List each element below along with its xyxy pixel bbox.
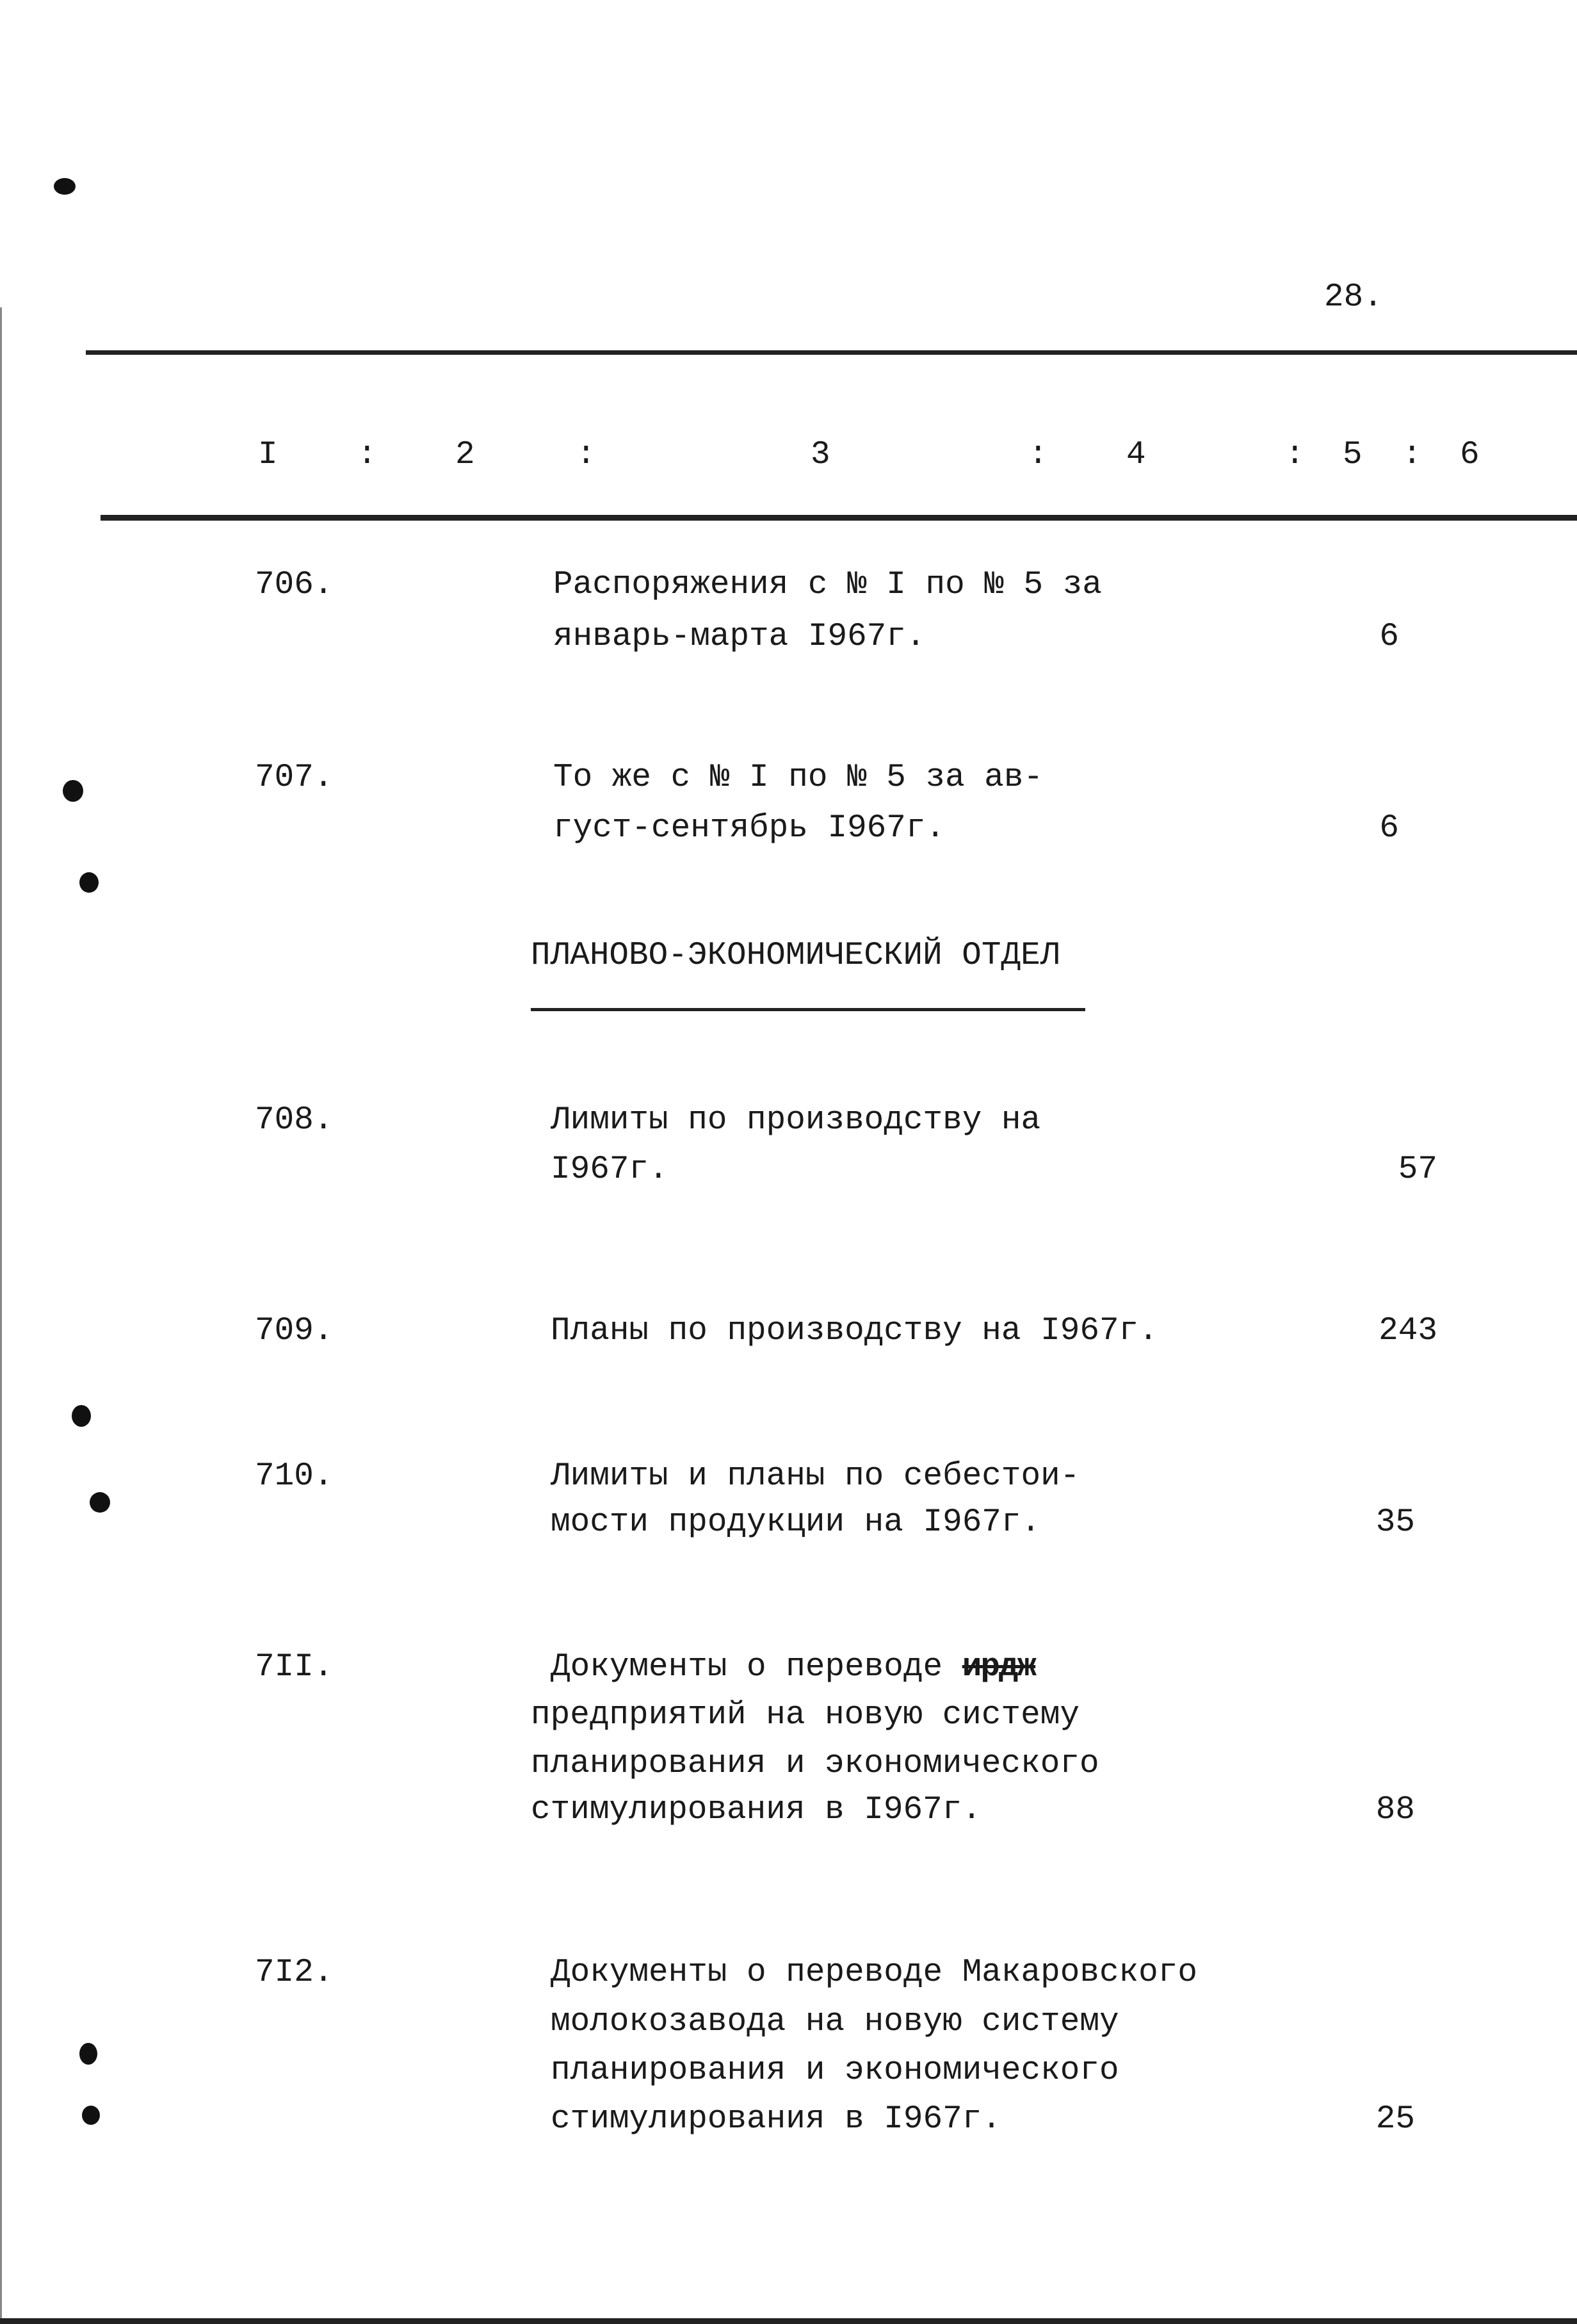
row-description: январь-марта I967г. [553, 619, 926, 655]
row-number: 706. [255, 567, 334, 603]
row-value: 6 [1379, 810, 1399, 847]
row-description: Документы о переводе Макаровского [551, 1954, 1197, 1991]
column-header-5: 5 [1343, 437, 1363, 473]
row-description: Планы по производству на I967г. [551, 1313, 1158, 1349]
punch-hole-mark [90, 1492, 110, 1513]
row-value: 57 [1398, 1151, 1437, 1188]
page-number: 28. [1324, 279, 1383, 316]
row-value: 243 [1379, 1313, 1437, 1349]
scan-left-edge [0, 307, 2, 2324]
column-header-6: 6 [1460, 437, 1480, 473]
row-description: Распоряжения с № I по № 5 за [553, 567, 1102, 603]
punch-hole-mark [54, 178, 76, 195]
row-value: 88 [1375, 1792, 1415, 1828]
scan-bottom-edge [0, 2318, 1577, 2324]
row-number: 710. [255, 1458, 334, 1495]
column-separator: : [1028, 437, 1048, 473]
column-separator: : [1285, 437, 1305, 473]
column-separator: : [1402, 437, 1422, 473]
row-number: 707. [255, 760, 334, 796]
column-header-3: 3 [811, 437, 830, 473]
row-description: густ-сентябрь I967г. [553, 810, 946, 847]
row-description [551, 1643, 1035, 1692]
row-number: 709. [255, 1313, 334, 1349]
column-header-4: 4 [1126, 437, 1146, 473]
row-description-line: Документы о переводе [551, 1649, 943, 1686]
punch-hole-mark [79, 872, 99, 893]
row-description: Лимиты по производству на [551, 1102, 1041, 1139]
row-description: Лимиты и планы по себестои- [551, 1458, 1080, 1495]
row-value: 6 [1379, 619, 1399, 655]
struck-out-word: ирдж [962, 1649, 1036, 1686]
row-description: I967г. [551, 1151, 668, 1188]
row-description: молокозавода на новую систему [551, 2004, 1119, 2040]
column-separator: : [357, 437, 377, 473]
row-description: мости продукции на I967г. [551, 1504, 1041, 1541]
row-description: стимулирования в I967г. [551, 2101, 1001, 2138]
row-number: 7II. [255, 1649, 334, 1686]
header-bottom-rule [101, 515, 1577, 521]
row-description: То же с № I по № 5 за ав- [553, 760, 1044, 796]
punch-hole-mark [79, 2043, 97, 2065]
row-description: предприятий на новую систему [531, 1697, 1080, 1734]
row-description: планирования и экономического [531, 1746, 1099, 1782]
top-rule [86, 350, 1577, 355]
row-value: 25 [1375, 2101, 1415, 2138]
section-heading: ПЛАНОВО-ЭКОНОМИЧЕСКИЙ ОТДЕЛ [531, 938, 1060, 974]
column-header-1: I [258, 437, 278, 473]
column-separator: : [576, 437, 596, 473]
row-description: планирования и экономического [551, 2052, 1119, 2089]
section-heading-underline [531, 1008, 1085, 1011]
punch-hole-mark [82, 2106, 100, 2125]
row-number: 708. [255, 1102, 334, 1139]
row-description: стимулирования в I967г. [531, 1792, 982, 1828]
punch-hole-mark [63, 780, 83, 802]
column-header-2: 2 [455, 437, 475, 473]
row-value: 35 [1375, 1504, 1415, 1541]
punch-hole-mark [72, 1405, 91, 1427]
row-number: 7I2. [255, 1954, 334, 1991]
